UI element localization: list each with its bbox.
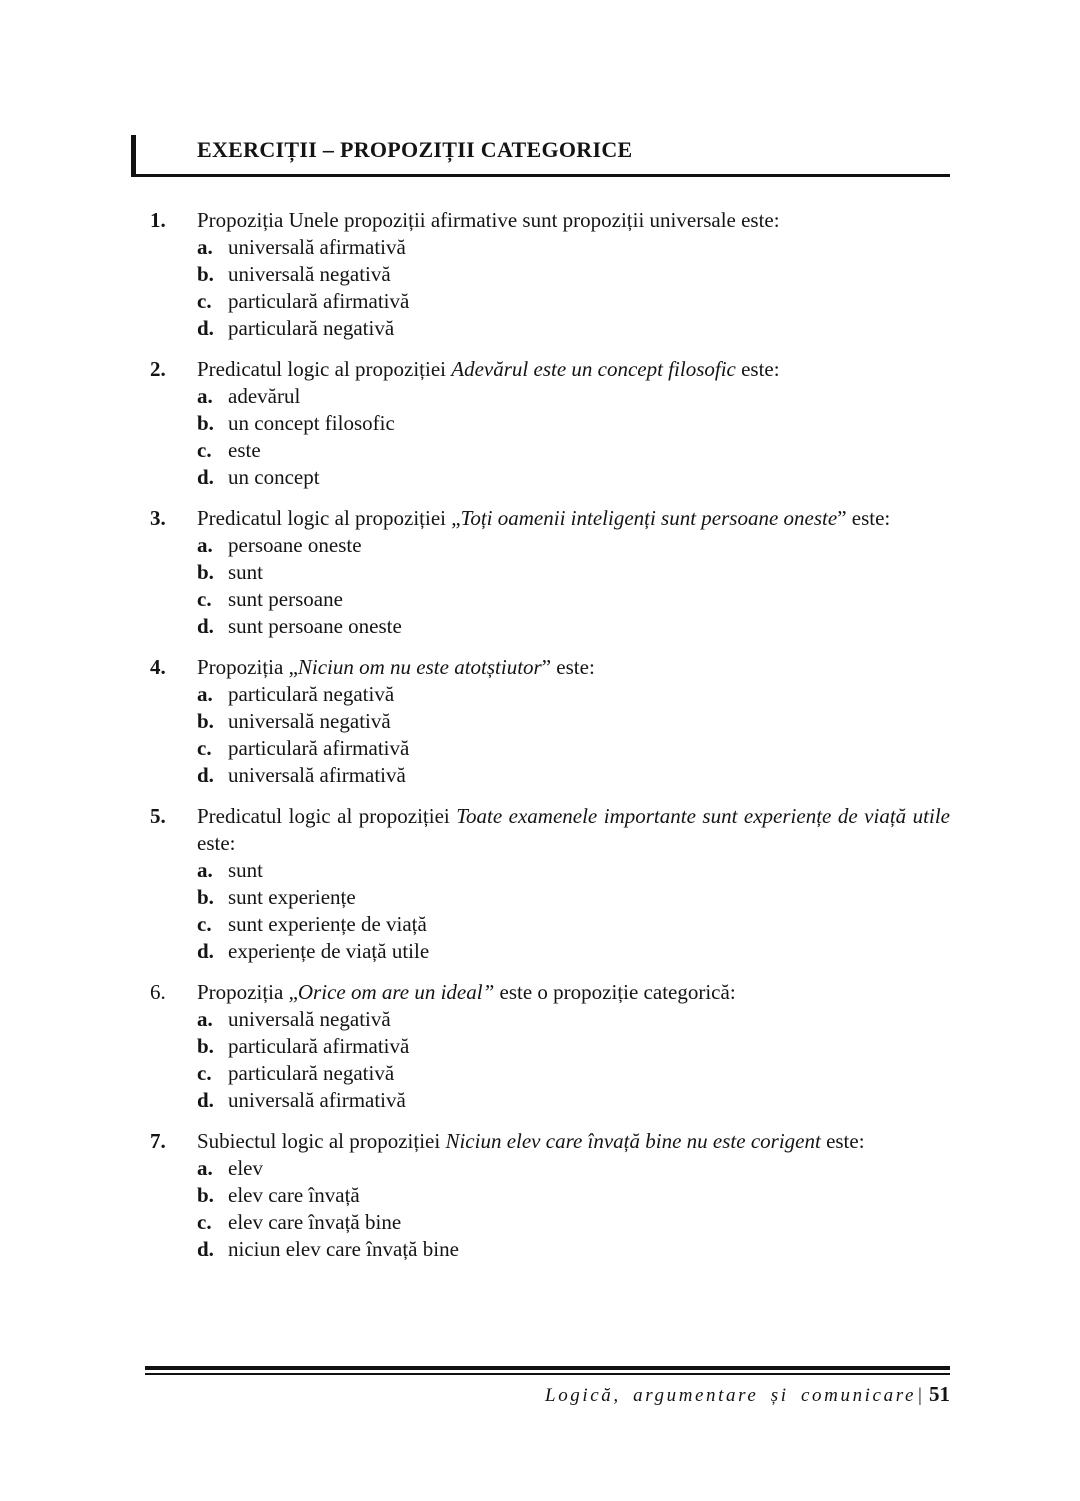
option-letter: d. <box>197 614 214 639</box>
question-number: 7. <box>150 1129 166 1154</box>
question-7 <box>150 1128 950 1263</box>
prompt-segment: Propoziția Unele propoziții afirmative sunt propoziții universale este: <box>197 208 780 233</box>
option-text: universală afirmativă <box>228 1088 406 1113</box>
question-prompt <box>197 505 950 532</box>
option-letter: c. <box>197 587 212 612</box>
option-d <box>197 315 950 342</box>
prompt-segment-italic: Adevărul este un concept filosofic <box>451 357 736 382</box>
question-body <box>197 979 950 1114</box>
option-text: particulară afirmativă <box>228 736 410 761</box>
option-letter: d. <box>197 763 214 788</box>
option-b <box>197 1182 950 1209</box>
option-c <box>197 437 950 464</box>
option-d <box>197 1236 950 1263</box>
prompt-segment-italic: Niciun elev care învață bine nu este corigent <box>445 1129 821 1154</box>
option-text: elev <box>228 1156 263 1181</box>
question-prompt <box>197 803 950 857</box>
question-6 <box>150 979 950 1114</box>
option-letter: a. <box>197 858 213 883</box>
option-text: un concept filosofic <box>228 411 395 436</box>
option-letter: b. <box>197 709 214 734</box>
question-2 <box>150 356 950 491</box>
option-d <box>197 1087 950 1114</box>
option-letter: b. <box>197 262 214 287</box>
option-text: elev care învață <box>228 1183 360 1208</box>
question-prompt <box>197 654 950 681</box>
option-a <box>197 1155 950 1182</box>
option-letter: c. <box>197 912 212 937</box>
option-text: persoane oneste <box>228 533 362 558</box>
option-text: adevărul <box>228 384 301 409</box>
option-letter: c. <box>197 1061 212 1086</box>
option-text: experiențe de viață utile <box>228 939 430 964</box>
prompt-segment-italic: Toți oamenii inteligenți sunt persoane oneste <box>460 506 838 531</box>
option-letter: a. <box>197 235 213 260</box>
prompt-segment: este: <box>197 831 236 856</box>
question-number: 2. <box>150 357 166 382</box>
option-letter: c. <box>197 289 212 314</box>
option-letter: d. <box>197 939 214 964</box>
question-number: 1. <box>150 208 166 233</box>
prompt-segment-italic: Orice om are un ideal” <box>297 980 495 1005</box>
question-prompt <box>197 356 950 383</box>
question-prompt <box>197 207 950 234</box>
option-text: particulară afirmativă <box>228 289 410 314</box>
question-body <box>197 654 950 789</box>
question-number: 5. <box>150 804 166 829</box>
option-b <box>197 1033 950 1060</box>
prompt-segment: Predicatul logic al propoziției „ <box>197 506 461 531</box>
title-block <box>131 135 950 177</box>
option-letter: c. <box>197 1210 212 1235</box>
prompt-segment: este: <box>735 357 780 382</box>
option-c <box>197 1209 950 1236</box>
option-text: universală afirmativă <box>228 763 406 788</box>
prompt-segment: Subiectul logic al propoziției <box>197 1129 446 1154</box>
option-text: niciun elev care învață bine <box>228 1237 459 1262</box>
option-list <box>197 234 950 342</box>
footer-book-title: Logică, argumentare și comunicare <box>545 1385 917 1406</box>
option-text: sunt <box>228 858 264 883</box>
footer-page-number: 51 <box>929 1382 950 1406</box>
option-a <box>197 234 950 261</box>
prompt-segment: ” este: <box>837 506 891 531</box>
question-prompt <box>197 979 950 1006</box>
option-list <box>197 383 950 491</box>
option-c <box>197 586 950 613</box>
option-letter: b. <box>197 1034 214 1059</box>
option-a <box>197 1006 950 1033</box>
option-a <box>197 532 950 559</box>
option-text: universală negativă <box>228 262 391 287</box>
option-d <box>197 613 950 640</box>
option-letter: d. <box>197 1088 214 1113</box>
prompt-segment: Propoziția „ <box>197 655 298 680</box>
option-d <box>197 938 950 965</box>
option-list <box>197 857 950 965</box>
option-c <box>197 288 950 315</box>
option-letter: b. <box>197 885 214 910</box>
footer-separator: | <box>917 1385 923 1406</box>
option-text: universală afirmativă <box>228 235 406 260</box>
option-letter: c. <box>197 438 212 463</box>
option-letter: a. <box>197 1156 213 1181</box>
question-4 <box>150 654 950 789</box>
option-text: sunt <box>228 560 264 585</box>
prompt-segment: Predicatul logic al propoziției <box>197 357 452 382</box>
question-number: 3. <box>150 506 166 531</box>
option-letter: d. <box>197 465 214 490</box>
question-body <box>197 505 950 640</box>
prompt-segment-italic: Niciun om nu este atotștiutor <box>297 655 542 680</box>
option-b <box>197 410 950 437</box>
option-text: un concept <box>228 465 320 490</box>
footer-text <box>145 1382 950 1407</box>
option-list <box>197 532 950 640</box>
option-letter: b. <box>197 560 214 585</box>
option-text: sunt persoane oneste <box>228 614 402 639</box>
option-text: universală negativă <box>228 709 391 734</box>
question-body <box>197 1128 950 1263</box>
question-body <box>197 356 950 491</box>
option-list <box>197 681 950 789</box>
option-c <box>197 1060 950 1087</box>
footer-divider <box>145 1366 950 1375</box>
option-a <box>197 681 950 708</box>
option-letter: d. <box>197 1237 214 1262</box>
option-text: particulară afirmativă <box>228 1034 410 1059</box>
option-d <box>197 762 950 789</box>
prompt-segment: este: <box>820 1129 865 1154</box>
option-letter: a. <box>197 682 213 707</box>
option-letter: a. <box>197 1007 213 1032</box>
option-text: sunt experiențe <box>228 885 356 910</box>
option-letter: c. <box>197 736 212 761</box>
option-a <box>197 857 950 884</box>
option-letter: b. <box>197 1183 214 1208</box>
prompt-segment-italic: Toate examenele importante sunt experiențe de viață utile <box>456 804 950 829</box>
question-prompt <box>197 1128 950 1155</box>
prompt-segment: ” este: <box>541 655 595 680</box>
option-text: particulară negativă <box>228 1061 395 1086</box>
option-b <box>197 559 950 586</box>
question-number: 4. <box>150 655 166 680</box>
option-list <box>197 1006 950 1114</box>
question-5 <box>150 803 950 965</box>
question-1 <box>150 207 950 342</box>
page-footer <box>145 1366 950 1407</box>
page-title: EXERCIȚII – PROPOZIȚII CATEGORICE <box>197 137 633 162</box>
question-list <box>150 207 950 1263</box>
prompt-segment: este o propoziție categorică: <box>494 980 736 1005</box>
option-d <box>197 464 950 491</box>
option-letter: a. <box>197 533 213 558</box>
option-b <box>197 884 950 911</box>
option-text: sunt experiențe de viață <box>228 912 427 937</box>
option-c <box>197 911 950 938</box>
question-number: 6. <box>150 980 166 1005</box>
option-text: sunt persoane <box>228 587 343 612</box>
option-c <box>197 735 950 762</box>
option-text: particulară negativă <box>228 682 395 707</box>
option-letter: b. <box>197 411 214 436</box>
option-list <box>197 1155 950 1263</box>
question-body <box>197 803 950 965</box>
option-text: elev care învață bine <box>228 1210 402 1235</box>
option-text: este <box>228 438 261 463</box>
option-letter: a. <box>197 384 213 409</box>
prompt-segment: Predicatul logic al propoziției <box>197 804 457 829</box>
question-3 <box>150 505 950 640</box>
option-letter: d. <box>197 316 214 341</box>
option-text: universală negativă <box>228 1007 391 1032</box>
option-b <box>197 261 950 288</box>
prompt-segment: Propoziția „ <box>197 980 298 1005</box>
option-text: particulară negativă <box>228 316 395 341</box>
option-b <box>197 708 950 735</box>
question-body <box>197 207 950 342</box>
option-a <box>197 383 950 410</box>
